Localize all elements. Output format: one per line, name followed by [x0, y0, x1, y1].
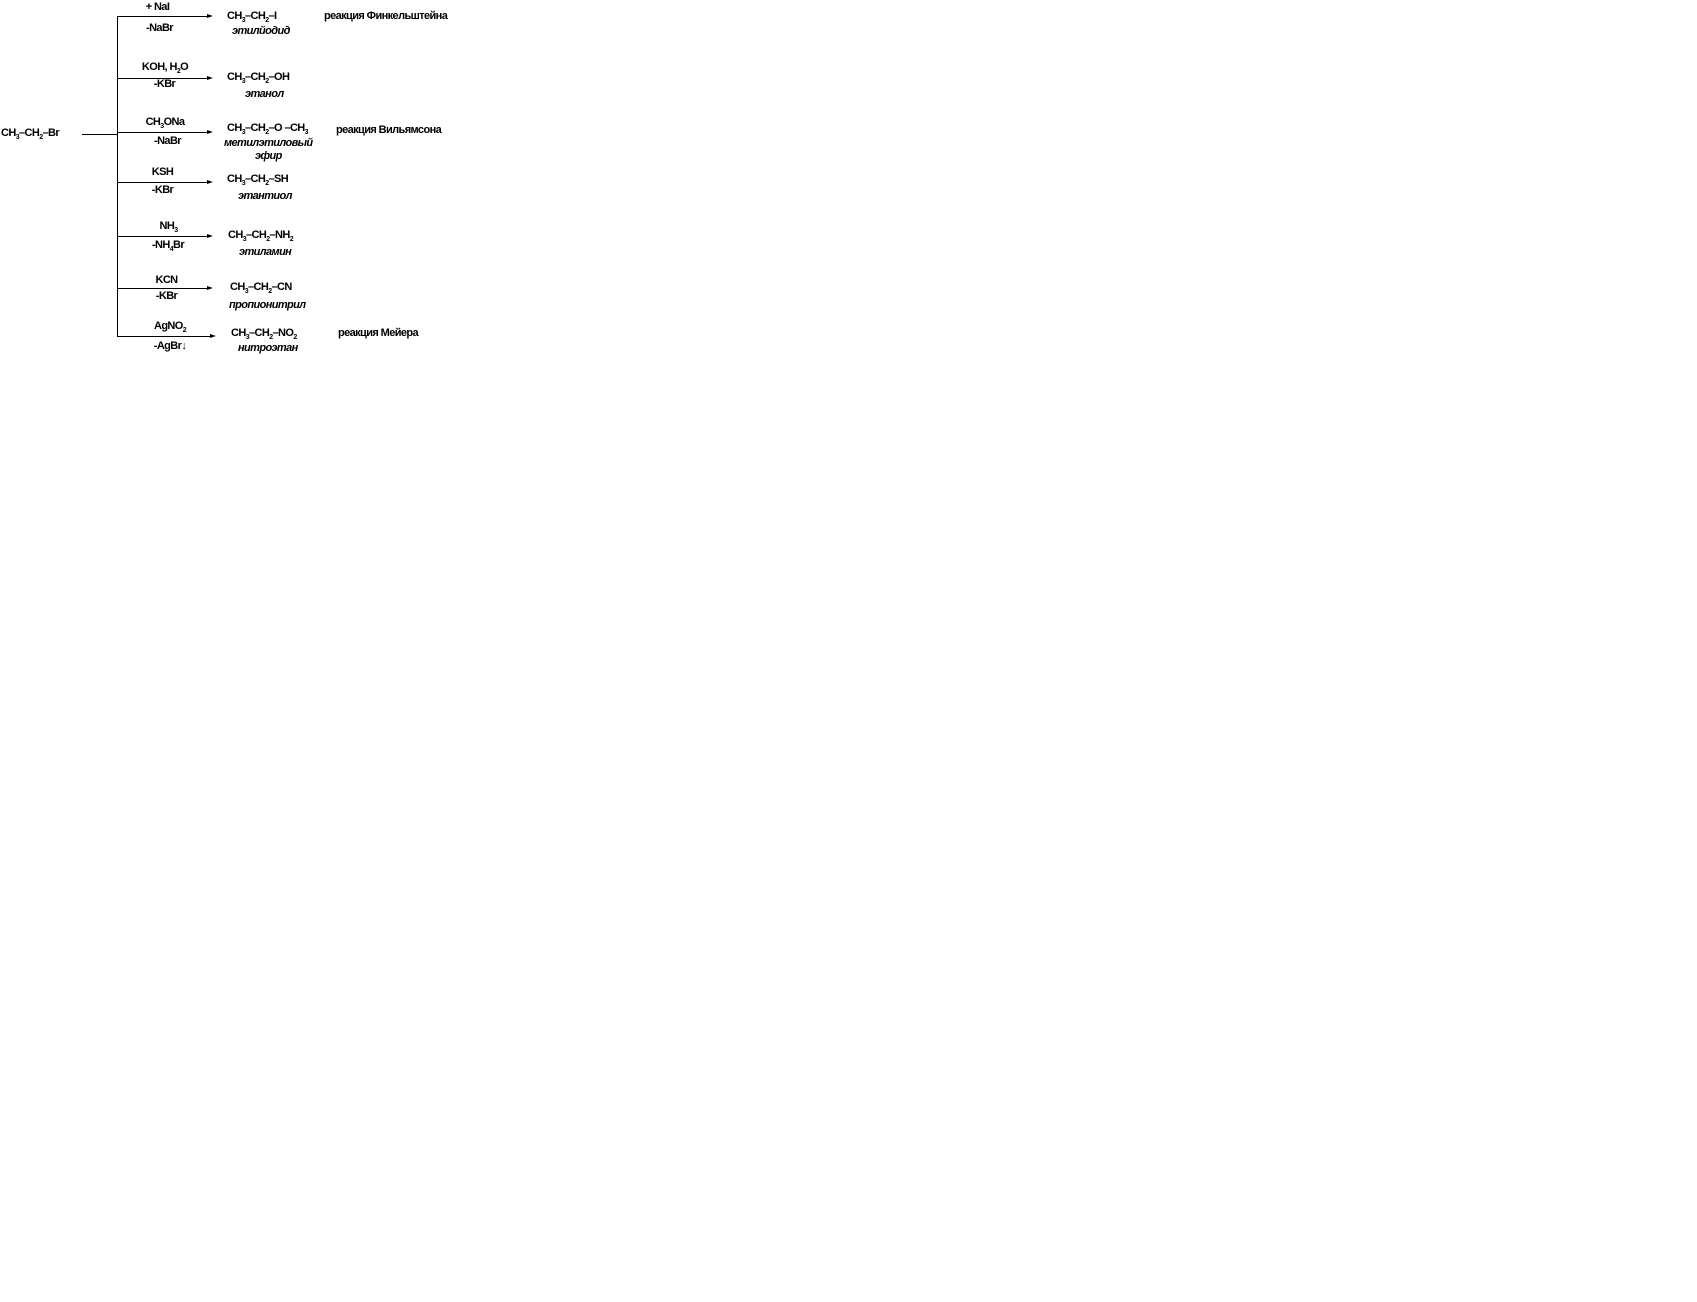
- reaction-name: реакция Вильямсона: [336, 124, 442, 136]
- arrow-head-icon: [210, 334, 216, 338]
- product-name: нитроэтан: [238, 342, 298, 354]
- reactant-connector-line: [82, 134, 118, 135]
- reagent-above: $CH_3ONa$: [145, 116, 185, 130]
- reaction-arrow-line: [117, 236, 208, 237]
- product-formula: $CH_3-CH_2-NO_2$: [231, 327, 297, 341]
- product-formula: $CH_3-CH_2-I$: [227, 10, 277, 24]
- reagent-below: -KBr: [155, 290, 178, 302]
- product-formula: $CH_3-CH_2-O$ $-CH_3$: [227, 122, 308, 136]
- reagent-below: -KBr: [151, 184, 174, 196]
- product-name: эфир: [255, 150, 282, 162]
- reagent-below: $-NH_4Br$: [151, 239, 185, 253]
- reagent-above: + NaI: [145, 1, 170, 13]
- product-formula: $CH_3-CH_2-SH$: [227, 173, 289, 187]
- reaction-arrow-line: [117, 336, 211, 337]
- product-name: этанол: [245, 88, 284, 100]
- product-formula: $CH_3-CH_2-CN$: [230, 281, 292, 295]
- product-name: этиламин: [239, 246, 292, 258]
- reagent-below: -NaBr: [154, 135, 181, 147]
- reagent-below: -AgBr↓: [153, 340, 187, 352]
- reaction-name: реакция Финкельштейна: [324, 10, 448, 22]
- product-formula: $CH_3-CH_2-OH$: [227, 71, 290, 85]
- reagent-below: -NaBr: [146, 22, 173, 34]
- reagent-below: -KBr: [153, 78, 176, 90]
- arrow-head-icon: [207, 286, 213, 290]
- reagent-above: KOH, $H_2O$: [141, 61, 189, 75]
- arrow-head-icon: [207, 14, 213, 18]
- product-name: метилэтиловый: [224, 137, 313, 149]
- reagent-above: $NH_3$: [159, 220, 178, 234]
- reagent-above: AgNO$_2$: [153, 320, 187, 334]
- arrow-head-icon: [207, 76, 213, 80]
- product-name: этилйодид: [232, 25, 290, 37]
- reactant-formula: $CH_3-CH_2-Br$: [1, 127, 60, 141]
- arrow-head-icon: [207, 130, 213, 134]
- arrow-head-icon: [207, 180, 213, 184]
- reaction-arrow-line: [117, 16, 208, 17]
- product-name: пропионитрил: [229, 299, 306, 311]
- reaction-name: реакция Мейера: [338, 327, 419, 339]
- product-formula: $CH_3-CH_2-NH_2$: [228, 229, 294, 243]
- arrow-head-icon: [207, 234, 213, 238]
- reaction-arrow-line: [117, 182, 208, 183]
- reagent-above: KCN: [155, 274, 178, 286]
- reaction-arrow-line: [117, 132, 208, 133]
- reagent-above: KSH: [151, 166, 174, 178]
- product-name: этантиол: [238, 190, 292, 202]
- reaction-arrow-line: [117, 288, 208, 289]
